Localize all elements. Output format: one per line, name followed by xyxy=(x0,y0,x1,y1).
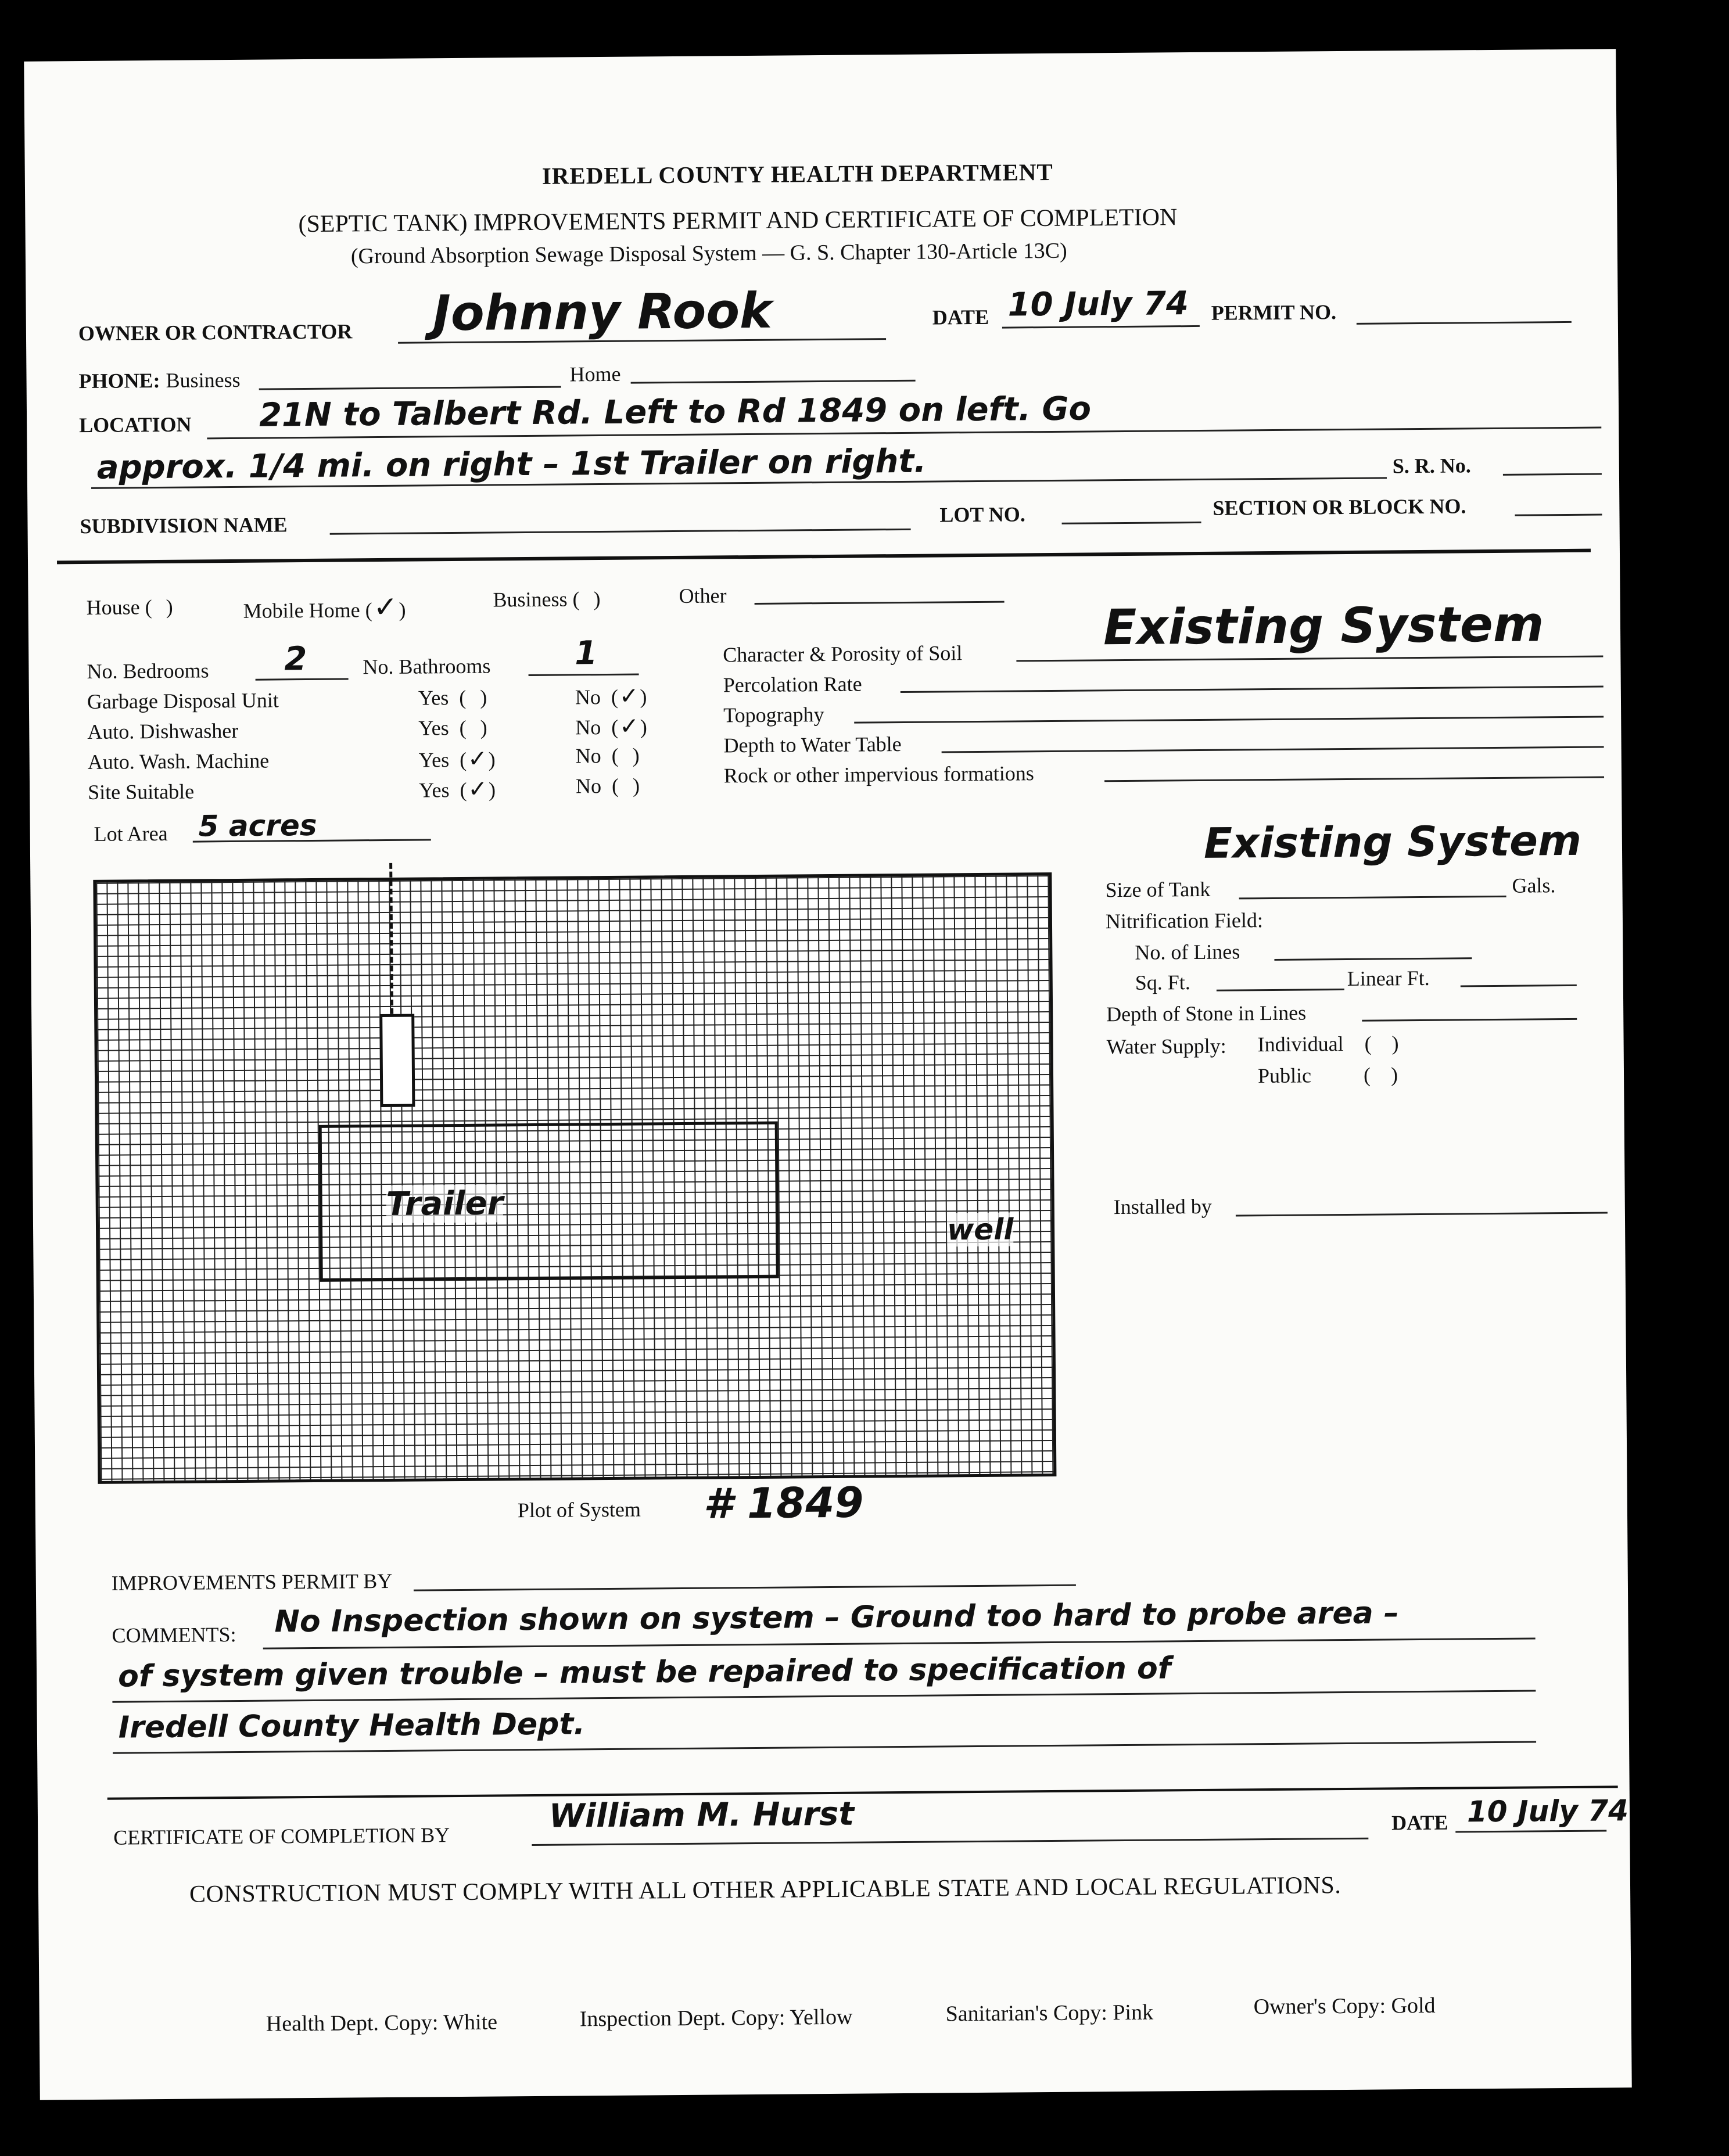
rock-line[interactable] xyxy=(1104,776,1604,782)
linear-ft-line[interactable] xyxy=(1461,984,1577,987)
section-block-line[interactable] xyxy=(1515,514,1602,516)
garbage-disposal-label: Garbage Disposal Unit xyxy=(87,688,279,713)
water-individual-option[interactable]: Individual ( ) xyxy=(1257,1032,1400,1057)
soil-character-value[interactable]: Existing System xyxy=(1103,595,1544,656)
lot-no-line[interactable] xyxy=(1062,522,1201,524)
site-suitable-no[interactable]: No ( ) xyxy=(575,774,641,798)
wash-machine-yes[interactable]: Yes (✓) xyxy=(418,745,497,772)
location-label: LOCATION xyxy=(79,412,192,437)
wash-machine-no[interactable]: No ( ) xyxy=(575,743,641,768)
site-suitable-yes[interactable]: Yes (✓) xyxy=(418,775,497,803)
certificate-date-label: DATE xyxy=(1391,1810,1448,1835)
copy-inspection-dept: Inspection Dept. Copy: Yellow xyxy=(579,2004,853,2032)
tank-size-value[interactable]: Existing System xyxy=(1203,815,1582,868)
sr-no-line[interactable] xyxy=(1503,473,1602,476)
soil-character-line xyxy=(1016,655,1603,662)
bedrooms-label: No. Bedrooms xyxy=(87,659,209,683)
comments-line-1 xyxy=(263,1637,1536,1649)
comments-text-2[interactable]: of system given trouble – must be repaired to specification of xyxy=(117,1651,1171,1694)
improvements-permit-label: IMPROVEMENTS PERMIT BY xyxy=(111,1569,393,1595)
business-option[interactable]: Business ( ) xyxy=(493,587,602,612)
stone-depth-label: Depth of Stone in Lines xyxy=(1106,1001,1307,1026)
copy-health-dept: Health Dept. Copy: White xyxy=(266,2010,498,2036)
location-line1-value[interactable]: 21N to Talbert Rd. Left to Rd 1849 on left. Go xyxy=(259,390,1092,434)
certificate-date-value[interactable]: 10 July 74 xyxy=(1466,1794,1629,1829)
percolation-line[interactable] xyxy=(901,685,1604,693)
site-suitable-label: Site Suitable xyxy=(87,779,195,804)
installed-by-line[interactable] xyxy=(1236,1212,1608,1216)
installed-by-label: Installed by xyxy=(1113,1194,1212,1219)
phone-home-label: Home xyxy=(569,362,621,386)
copy-sanitarian: Sanitarian's Copy: Pink xyxy=(945,2000,1154,2026)
other-label: Other xyxy=(679,584,727,608)
date-value[interactable]: 10 July 74 xyxy=(1007,285,1189,324)
phone-label: PHONE: xyxy=(78,368,160,393)
dishwasher-no[interactable]: No (✓) xyxy=(575,713,648,740)
form-title: (SEPTIC TANK) IMPROVEMENTS PERMIT AND CERTIFICATE OF COMPLETION xyxy=(298,204,1178,238)
plot-grid xyxy=(93,872,1056,1484)
comments-text-1[interactable]: No Inspection shown on system – Ground too hard to probe area – xyxy=(274,1596,1400,1640)
rock-label: Rock or other impervious formations xyxy=(723,761,1034,788)
gals-label: Gals. xyxy=(1512,874,1556,897)
trailer-outline xyxy=(319,1122,779,1282)
certificate-divider xyxy=(107,1785,1618,1799)
section-block-label: SECTION OR BLOCK NO. xyxy=(1213,494,1466,520)
nitrification-label: Nitrification Field: xyxy=(1105,908,1264,933)
location-line2-value[interactable]: approx. 1/4 mi. on right – 1st Trailer on right. xyxy=(96,442,927,487)
soil-character-label: Character & Porosity of Soil xyxy=(723,641,963,667)
sqft-line[interactable] xyxy=(1217,989,1344,991)
permit-no-label: PERMIT NO. xyxy=(1211,300,1337,325)
stone-depth-line[interactable] xyxy=(1362,1018,1577,1022)
regulations-notice: CONSTRUCTION MUST COMPLY WITH ALL OTHER APPLICABLE STATE AND LOCAL REGULATIONS. xyxy=(189,1872,1341,1908)
other-line[interactable] xyxy=(755,601,1005,605)
date-label: DATE xyxy=(932,305,989,329)
comments-text-3[interactable]: Iredell County Health Dept. xyxy=(118,1706,586,1745)
permit-no-line[interactable] xyxy=(1357,321,1572,325)
mobile-home-mark: ✓ xyxy=(373,590,399,624)
garbage-disposal-no[interactable]: No (✓) xyxy=(575,682,648,710)
bedrooms-line xyxy=(256,678,349,680)
topography-line[interactable] xyxy=(854,716,1604,723)
water-public-option[interactable]: Public ( ) xyxy=(1257,1063,1400,1088)
lines-label: No. of Lines xyxy=(1135,940,1240,964)
owner-value[interactable]: Johnny Rook xyxy=(432,282,773,342)
lines-line[interactable] xyxy=(1274,957,1472,961)
phone-home-line[interactable] xyxy=(631,380,916,384)
garbage-disposal-yes[interactable]: Yes ( ) xyxy=(418,685,489,710)
owner-label: OWNER OR CONTRACTOR xyxy=(78,319,353,346)
bathrooms-line xyxy=(529,674,639,676)
certificate-line xyxy=(532,1838,1368,1846)
certificate-label: CERTIFICATE OF COMPLETION BY xyxy=(113,1823,450,1849)
septic-tank-drawing xyxy=(379,1014,415,1107)
pipe-line xyxy=(389,863,393,1014)
trailer-label: Trailer xyxy=(386,1184,504,1223)
dishwasher-label: Auto. Dishwasher xyxy=(87,718,239,743)
date-line xyxy=(1002,325,1200,329)
water-table-line[interactable] xyxy=(942,746,1604,753)
water-table-label: Depth to Water Table xyxy=(723,732,902,757)
tank-size-label: Size of Tank xyxy=(1105,877,1211,902)
phone-business-line[interactable] xyxy=(259,386,561,390)
bedrooms-value[interactable]: 2 xyxy=(284,640,307,678)
tank-size-line xyxy=(1239,896,1506,900)
subdivision-line[interactable] xyxy=(330,529,911,535)
subdivision-label: SUBDIVISION NAME xyxy=(80,513,288,538)
dishwasher-yes[interactable]: Yes ( ) xyxy=(418,716,489,740)
linear-ft-label: Linear Ft. xyxy=(1347,966,1430,990)
lot-area-value[interactable]: 5 acres xyxy=(198,808,317,843)
section-divider xyxy=(57,549,1591,565)
lot-area-label: Lot Area xyxy=(94,821,168,846)
form-subtitle: (Ground Absorption Sewage Disposal System — G. S. Chapter 130-Article 13C) xyxy=(350,238,1067,269)
improvements-permit-line[interactable] xyxy=(414,1584,1076,1591)
bathrooms-value[interactable]: 1 xyxy=(575,634,598,673)
house-option[interactable]: House ( ) xyxy=(86,595,174,619)
copy-owner: Owner's Copy: Gold xyxy=(1253,1993,1436,2020)
well-label: well xyxy=(946,1212,1014,1247)
sqft-label: Sq. Ft. xyxy=(1135,971,1190,994)
department-title: IREDELL COUNTY HEALTH DEPARTMENT xyxy=(541,158,1053,189)
permit-form-page xyxy=(24,49,1631,2100)
wash-machine-label: Auto. Wash. Machine xyxy=(87,749,270,774)
system-number: # 1849 xyxy=(703,1478,864,1528)
bathrooms-label: No. Bathrooms xyxy=(363,654,491,679)
phone-business-label: Business xyxy=(166,368,241,392)
percolation-label: Percolation Rate xyxy=(723,672,862,697)
certificate-date-line xyxy=(1455,1830,1606,1833)
certificate-value[interactable]: William M. Hurst xyxy=(548,1795,855,1835)
lot-no-label: LOT NO. xyxy=(939,502,1025,527)
mobile-home-option[interactable]: Mobile Home (✓) xyxy=(243,590,407,624)
comments-label: COMMENTS: xyxy=(112,1623,236,1647)
topography-label: Topography xyxy=(723,703,824,727)
sr-no-label: S. R. No. xyxy=(1392,454,1471,478)
plot-caption: Plot of System xyxy=(517,1497,641,1522)
water-supply-label: Water Supply: xyxy=(1106,1034,1226,1059)
